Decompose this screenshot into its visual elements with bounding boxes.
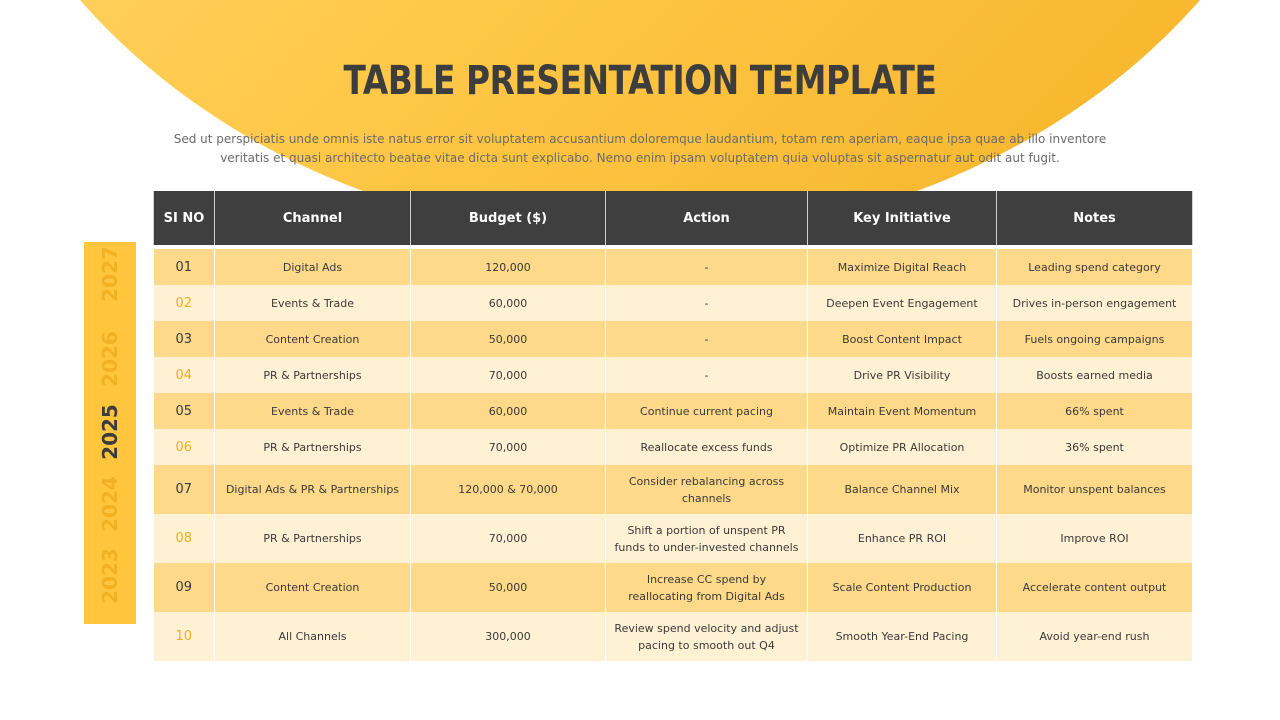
cell-action: -	[606, 321, 808, 357]
cell-notes: Monitor unspent balances	[997, 465, 1193, 514]
cell-channel: Content Creation	[215, 563, 411, 612]
year-label-2024[interactable]: 2024	[98, 476, 122, 532]
cell-initiative: Maintain Event Momentum	[808, 393, 997, 429]
cell-notes: Accelerate content output	[997, 563, 1193, 612]
cell-budget: 70,000	[411, 429, 606, 465]
cell-budget: 300,000	[411, 612, 606, 661]
cell-initiative: Scale Content Production	[808, 563, 997, 612]
column-header-sno: SI NO	[154, 191, 215, 247]
cell-initiative: Enhance PR ROI	[808, 514, 997, 563]
table-row	[154, 612, 1193, 661]
cell-notes: Avoid year-end rush	[997, 612, 1193, 661]
cell-initiative: Drive PR Visibility	[808, 357, 997, 393]
cell-channel: PR & Partnerships	[215, 514, 411, 563]
year-label-2023[interactable]: 2023	[98, 548, 122, 604]
table-row	[154, 563, 1193, 612]
cell-action: Consider rebalancing across channels	[606, 465, 808, 514]
cell-sno: 05	[154, 393, 215, 429]
cell-notes: Fuels ongoing campaigns	[997, 321, 1193, 357]
cell-initiative: Optimize PR Allocation	[808, 429, 997, 465]
cell-sno: 04	[154, 357, 215, 393]
cell-channel: Digital Ads	[215, 247, 411, 285]
page-subtitle: Sed ut perspiciatis unde omnis iste natus error sit voluptatem accusantium doloremque laudantium, totam rem aperiam, eaque ipsa quae ab illo inventore veritatis et quasi architecto beatae vitae dicta sunt explicabo. Nemo enim ipsam voluptatem quia voluptas sit aspernatur aut odit aut fugit.	[173, 132, 1107, 165]
cell-action: Reallocate excess funds	[606, 429, 808, 465]
table-row	[154, 514, 1193, 563]
cell-channel: Content Creation	[215, 321, 411, 357]
cell-initiative: Boost Content Impact	[808, 321, 997, 357]
column-header-notes: Notes	[997, 191, 1193, 247]
table-row	[154, 465, 1193, 514]
table-header-row	[154, 191, 1193, 247]
column-header-key-initiative: Key Initiative	[808, 191, 997, 247]
cell-notes: 36% spent	[997, 429, 1193, 465]
cell-channel: Events & Trade	[215, 285, 411, 321]
year-label-2026[interactable]: 2026	[98, 331, 122, 387]
budget-table	[153, 191, 1193, 661]
cell-budget: 50,000	[411, 563, 606, 612]
cell-budget: 120,000 & 70,000	[411, 465, 606, 514]
cell-sno: 02	[154, 285, 215, 321]
table-row	[154, 357, 1193, 393]
cell-sno: 07	[154, 465, 215, 514]
cell-budget: 50,000	[411, 321, 606, 357]
cell-channel: PR & Partnerships	[215, 357, 411, 393]
cell-initiative: Smooth Year-End Pacing	[808, 612, 997, 661]
page-title: TABLE PRESENTATION TEMPLATE	[343, 58, 937, 104]
cell-budget: 120,000	[411, 247, 606, 285]
cell-action: Increase CC spend by reallocating from Digital Ads	[606, 563, 808, 612]
cell-initiative: Balance Channel Mix	[808, 465, 997, 514]
cell-sno: 10	[154, 612, 215, 661]
year-label-2025-active[interactable]: 2025	[98, 404, 122, 460]
cell-channel: Events & Trade	[215, 393, 411, 429]
cell-budget: 70,000	[411, 357, 606, 393]
cell-initiative: Maximize Digital Reach	[808, 247, 997, 285]
cell-action: Continue current pacing	[606, 393, 808, 429]
cell-notes: Boosts earned media	[997, 357, 1193, 393]
cell-sno: 01	[154, 247, 215, 285]
cell-sno: 03	[154, 321, 215, 357]
cell-channel: Digital Ads & PR & Partnerships	[215, 465, 411, 514]
cell-notes: Improve ROI	[997, 514, 1193, 563]
cell-sno: 09	[154, 563, 215, 612]
cell-channel: All Channels	[215, 612, 411, 661]
cell-budget: 60,000	[411, 285, 606, 321]
cell-notes: Drives in-person engagement	[997, 285, 1193, 321]
table-row	[154, 321, 1193, 357]
column-header-budget: Budget ($)	[411, 191, 606, 247]
cell-notes: Leading spend category	[997, 247, 1193, 285]
year-selector	[84, 242, 136, 624]
table-row	[154, 285, 1193, 321]
year-label-2027[interactable]: 2027	[98, 246, 122, 302]
cell-action: -	[606, 357, 808, 393]
cell-notes: 66% spent	[997, 393, 1193, 429]
table-row	[154, 429, 1193, 465]
column-header-channel: Channel	[215, 191, 411, 247]
cell-budget: 60,000	[411, 393, 606, 429]
cell-sno: 06	[154, 429, 215, 465]
cell-action: Review spend velocity and adjust pacing to smooth out Q4	[606, 612, 808, 661]
cell-action: Shift a portion of unspent PR funds to under-invested channels	[606, 514, 808, 563]
column-header-action: Action	[606, 191, 808, 247]
cell-sno: 08	[154, 514, 215, 563]
cell-action: -	[606, 247, 808, 285]
cell-action: -	[606, 285, 808, 321]
cell-channel: PR & Partnerships	[215, 429, 411, 465]
table-row	[154, 393, 1193, 429]
cell-initiative: Deepen Event Engagement	[808, 285, 997, 321]
table-row	[154, 247, 1193, 285]
cell-budget: 70,000	[411, 514, 606, 563]
